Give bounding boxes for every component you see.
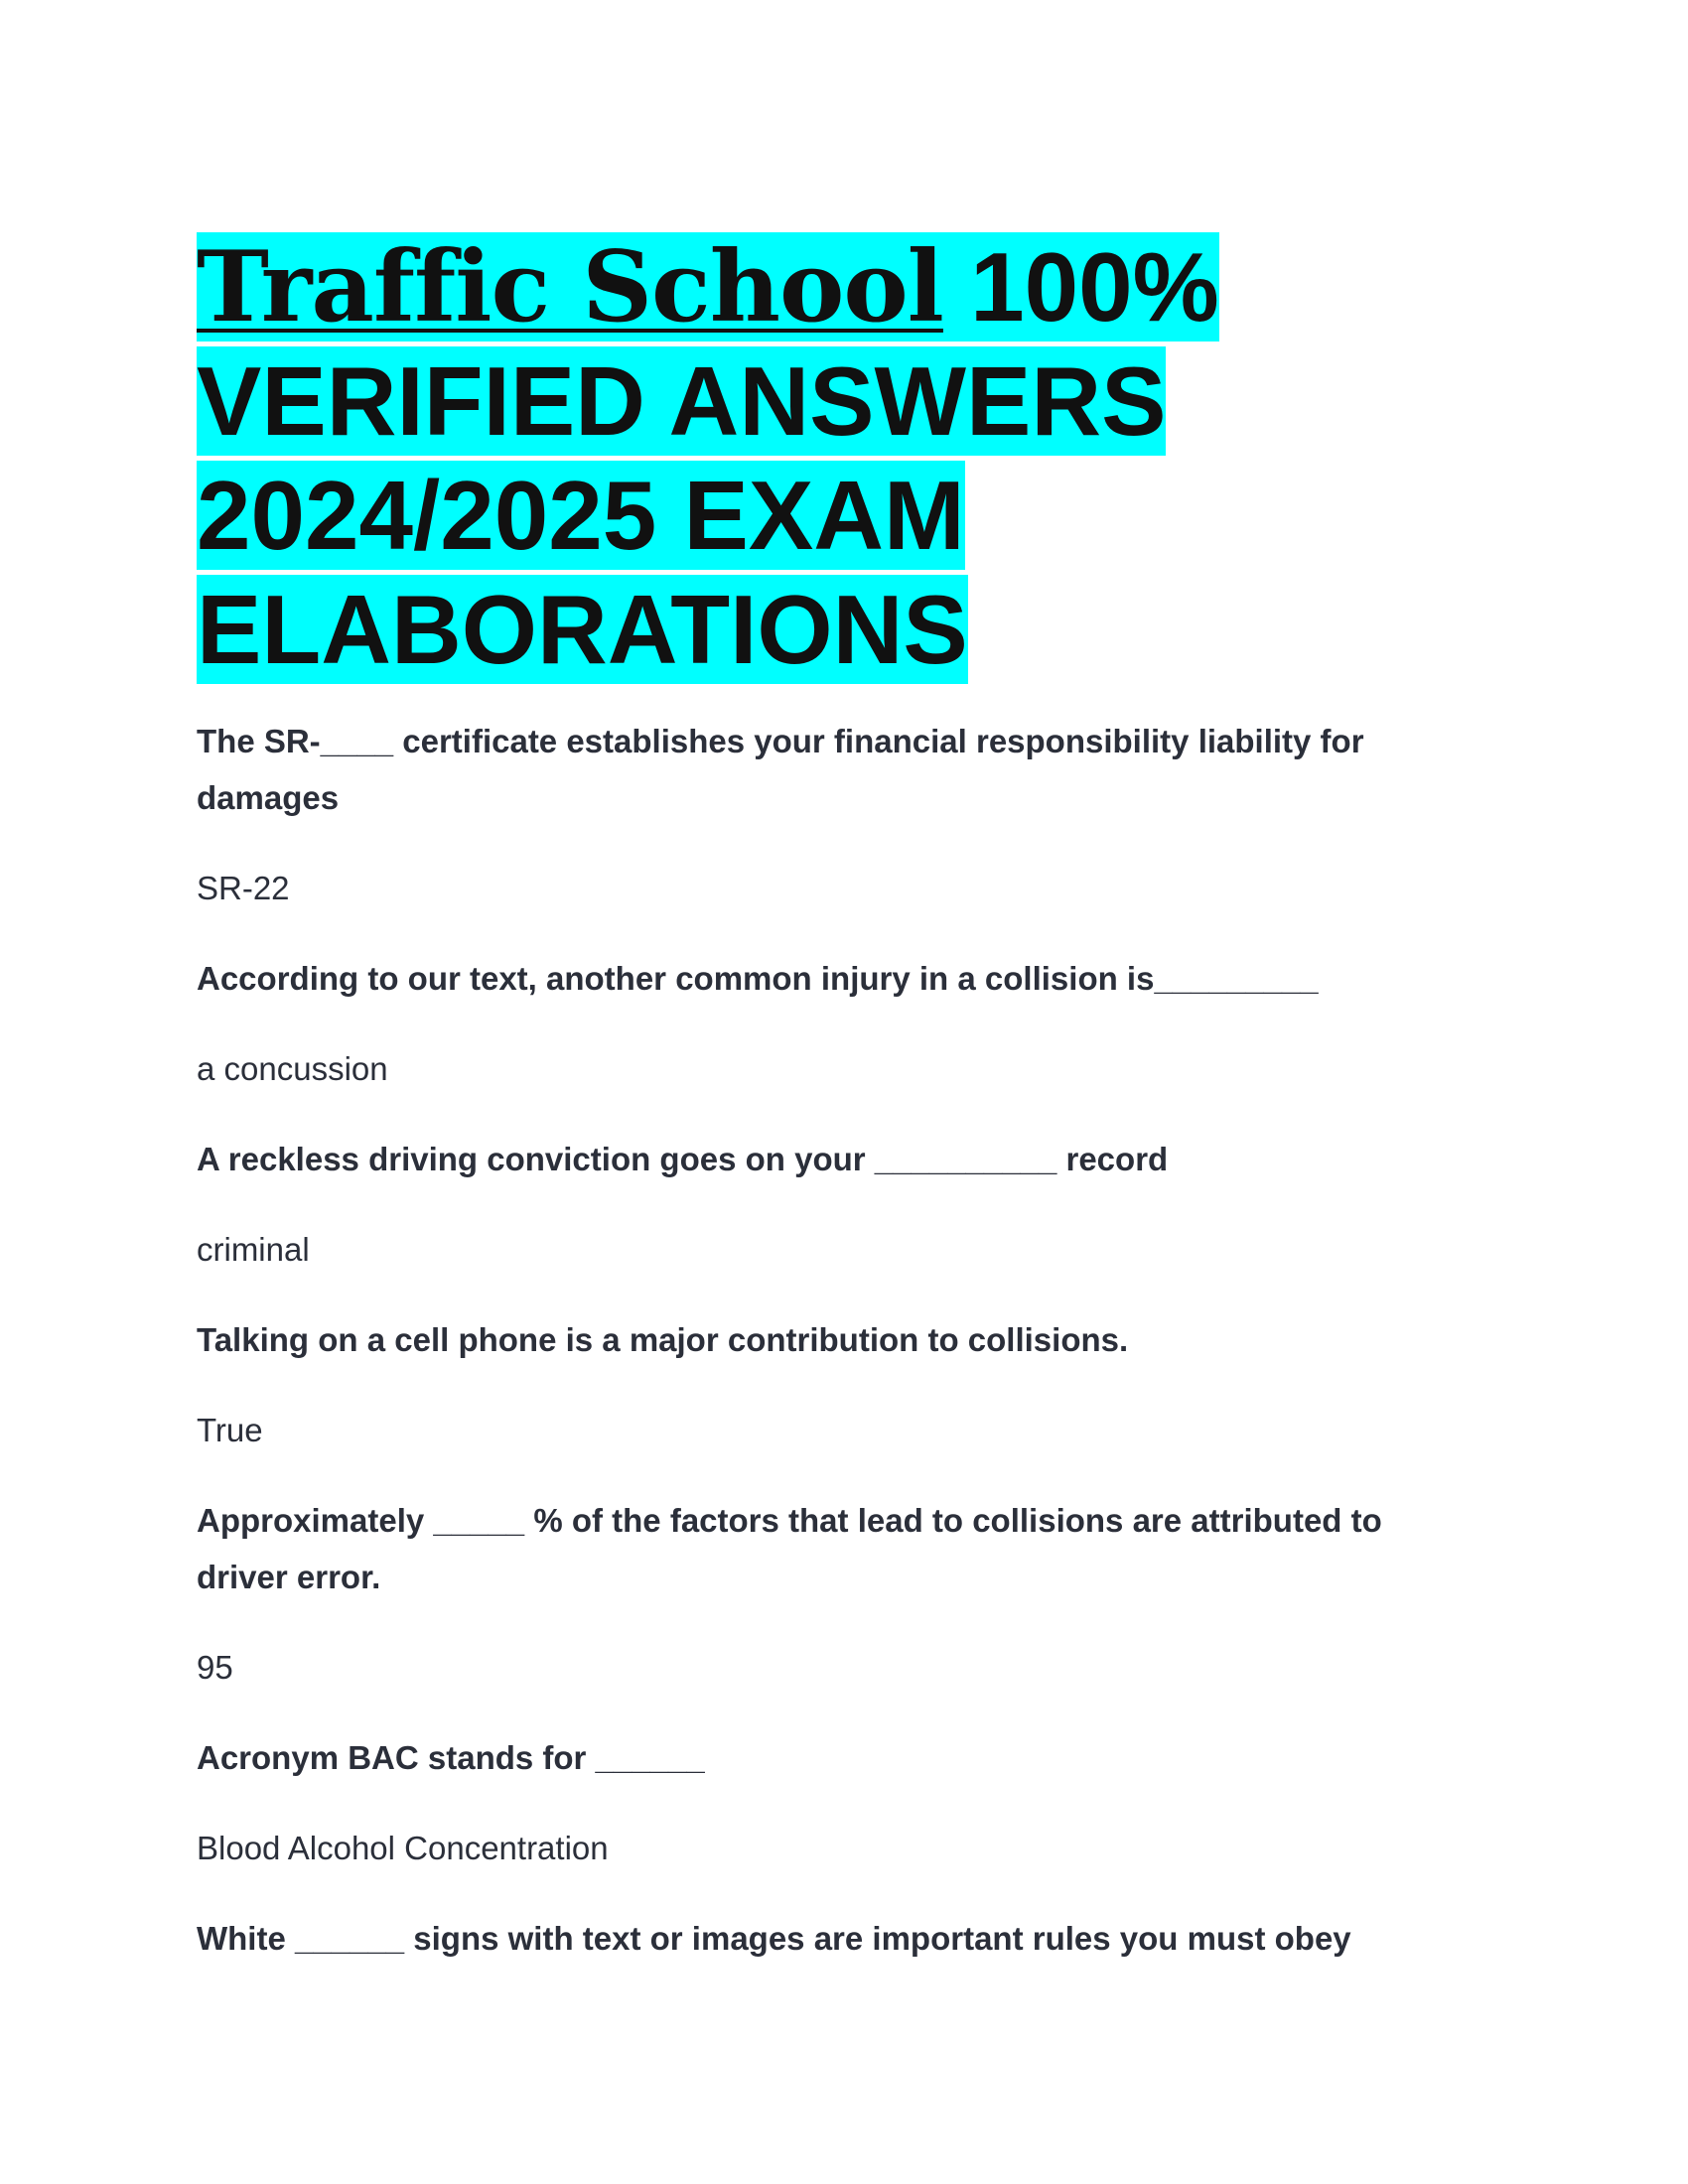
title-highlight-line-2: VERIFIED ANSWERS [197,346,1167,456]
answer-3: criminal [197,1231,310,1268]
question-7: White ______ signs with text or images are important rules you must obey [197,1920,1351,1957]
question-1: The SR-____ certificate establishes your financial responsibility liability for damages [197,723,1364,816]
question-3: A reckless driving conviction goes on your __________ record [197,1141,1169,1177]
question-6: Acronym BAC stands for ______ [197,1739,705,1776]
title-highlight-line-1 [197,230,1219,344]
answer-4: True [197,1412,263,1448]
document-title [197,230,1487,687]
title-percent: 100% [942,232,1219,341]
title-highlight-line-4: ELABORATIONS [197,575,968,684]
answer-6: Blood Alcohol Concentration [197,1830,609,1866]
answer-1: SR-22 [197,870,290,906]
answer-2: a concussion [197,1050,388,1087]
question-4: Talking on a cell phone is a major contribution to collisions. [197,1321,1129,1358]
answer-5: 95 [197,1649,233,1686]
title-highlight-line-3: 2024/2025 EXAM [197,461,965,570]
qa-list [197,713,1428,1967]
title-traffic-school: Traffic School [197,230,943,344]
question-5: Approximately _____ % of the factors that lead to collisions are attributed to driver error. [197,1502,1382,1595]
question-2: According to our text, another common injury in a collision is_________ [197,960,1319,997]
